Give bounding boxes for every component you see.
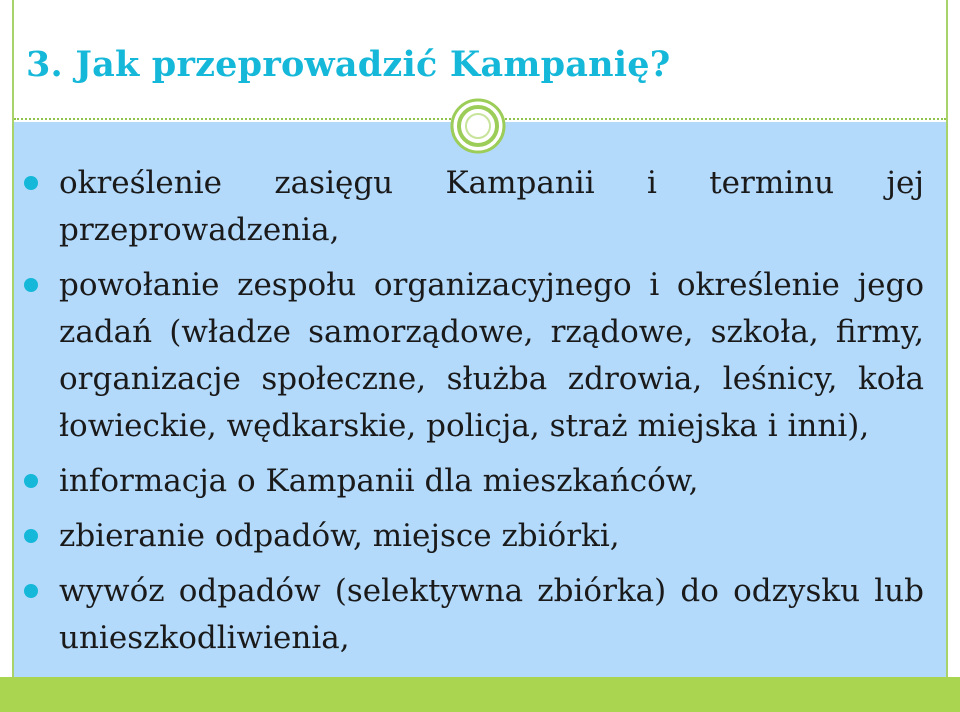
bullet-text: określenie zasięgu Kampanii i terminu jej przeprowadzenia, — [59, 165, 924, 248]
list-item — [24, 160, 924, 254]
bullet-text: wywóz odpadów (selektywna zbiórka) do odzysku lub unieszkodliwienia, — [59, 573, 924, 656]
bullet-dot-icon — [24, 584, 38, 598]
bullet-dot-icon — [24, 529, 38, 543]
footer-bar — [0, 677, 960, 712]
slide-title: 3. Jak przeprowadzić Kampanię? — [26, 44, 671, 85]
bullet-text: informacja o Kampanii dla mieszkańców, — [59, 463, 699, 499]
bullet-dot-icon — [24, 278, 38, 292]
list-item — [24, 458, 924, 505]
bullet-text: zbieranie odpadów, miejsce zbiórki, — [59, 518, 620, 554]
bullet-text: powołanie zespołu organizacyjnego i określenie jego zadań (władze samorządowe, rządowe, szkoła, firmy, organizacje społeczne, służba zdrowia, leśnicy, koła łowieckie, wędkarskie, policja, straż miejska i inni), — [59, 267, 924, 444]
concentric-circle-ornament-icon — [450, 98, 506, 154]
list-item — [24, 262, 924, 450]
list-item — [24, 513, 924, 560]
bullet-list — [24, 160, 924, 667]
bullet-dot-icon — [24, 474, 38, 488]
bullet-dot-icon — [24, 176, 38, 190]
frame-line-right — [946, 0, 948, 712]
list-item — [24, 568, 924, 662]
